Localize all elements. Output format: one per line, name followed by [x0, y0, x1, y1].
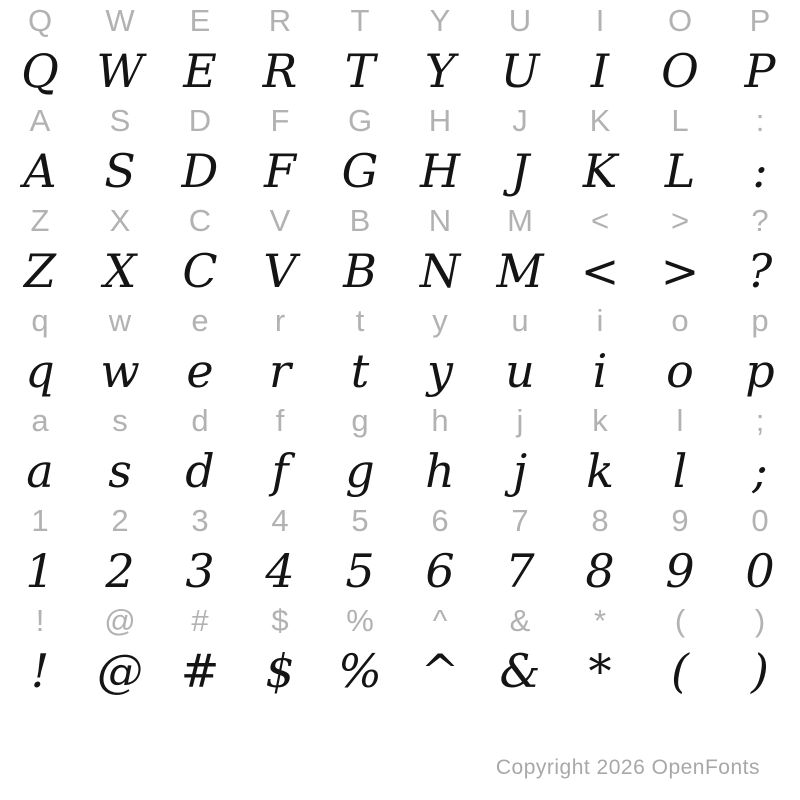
display-glyph: < — [580, 244, 620, 298]
reference-glyph: 0 — [751, 503, 769, 538]
display-row-symbols — [0, 642, 800, 700]
reference-glyph: u — [511, 303, 529, 338]
display-row-uppercase-home-row — [0, 142, 800, 200]
reference-glyph: I — [595, 3, 605, 38]
reference-row-uppercase-home-row — [0, 100, 800, 142]
reference-glyph: f — [275, 403, 285, 438]
reference-glyph: h — [431, 403, 449, 438]
reference-glyph: 3 — [191, 503, 209, 538]
reference-glyph: N — [428, 203, 452, 238]
display-glyph: h — [425, 444, 455, 498]
display-glyph: $ — [265, 644, 295, 698]
display-glyph: 5 — [345, 544, 375, 598]
reference-glyph: s — [112, 403, 128, 438]
reference-glyph: j — [516, 403, 524, 438]
display-glyph: D — [181, 144, 219, 198]
display-glyph: > — [660, 244, 700, 298]
reference-glyph: r — [274, 303, 286, 338]
reference-glyph: 9 — [671, 503, 689, 538]
reference-glyph: K — [589, 103, 611, 138]
display-glyph: ? — [747, 244, 773, 298]
display-glyph: s — [108, 444, 132, 498]
reference-row-symbols — [0, 600, 800, 642]
reference-glyph: < — [590, 203, 610, 238]
display-row-uppercase-qwerty — [0, 42, 800, 100]
glyph-row-pair-lowercase-home-row — [0, 400, 800, 500]
display-glyph: ; — [752, 444, 768, 498]
reference-glyph: ^ — [432, 603, 448, 638]
display-glyph: f — [271, 444, 289, 498]
reference-glyph: G — [347, 103, 373, 138]
display-glyph: 6 — [425, 544, 455, 598]
display-glyph: O — [661, 44, 699, 98]
reference-glyph: k — [592, 403, 608, 438]
reference-glyph: e — [191, 303, 209, 338]
reference-glyph: w — [108, 303, 132, 338]
reference-glyph: l — [676, 403, 684, 438]
reference-glyph: Z — [30, 203, 50, 238]
display-glyph: S — [104, 144, 136, 198]
display-glyph: H — [419, 144, 461, 198]
reference-glyph: A — [29, 103, 51, 138]
reference-row-lowercase-home-row — [0, 400, 800, 442]
display-glyph: E — [183, 44, 217, 98]
glyph-row-pair-digits — [0, 500, 800, 600]
reference-glyph: 7 — [511, 503, 529, 538]
reference-glyph: a — [31, 403, 49, 438]
display-glyph: p — [745, 344, 775, 398]
reference-glyph: W — [105, 3, 135, 38]
display-glyph: R — [262, 44, 298, 98]
display-row-uppercase-bottom — [0, 242, 800, 300]
display-glyph: W — [96, 44, 144, 98]
display-glyph: r — [269, 344, 291, 398]
display-glyph: j — [512, 444, 528, 498]
display-glyph: 7 — [505, 544, 535, 598]
reference-glyph: R — [268, 3, 292, 38]
display-glyph: Z — [24, 244, 56, 298]
reference-glyph: 1 — [31, 503, 49, 538]
display-glyph: ( — [671, 644, 689, 698]
reference-glyph: 2 — [111, 503, 129, 538]
reference-glyph: * — [593, 603, 607, 638]
display-glyph: ! — [30, 644, 50, 698]
display-glyph: Q — [21, 44, 59, 98]
reference-glyph: J — [512, 103, 528, 138]
display-glyph: * — [588, 644, 612, 698]
display-glyph: o — [666, 344, 694, 398]
display-glyph: ) — [751, 644, 769, 698]
glyph-row-pair-uppercase-home-row — [0, 100, 800, 200]
reference-glyph: 8 — [591, 503, 609, 538]
display-row-lowercase-home-row — [0, 442, 800, 500]
reference-row-uppercase-bottom — [0, 200, 800, 242]
reference-glyph: 5 — [351, 503, 369, 538]
display-glyph: U — [500, 44, 540, 98]
display-glyph: F — [264, 144, 296, 198]
display-glyph: 0 — [745, 544, 775, 598]
reference-glyph: E — [189, 3, 211, 38]
reference-glyph: i — [596, 303, 604, 338]
display-glyph: e — [186, 344, 214, 398]
reference-glyph: p — [751, 303, 769, 338]
reference-glyph: H — [428, 103, 452, 138]
display-glyph: % — [338, 644, 382, 698]
reference-glyph: S — [109, 103, 131, 138]
display-glyph: 9 — [665, 544, 695, 598]
display-glyph: d — [185, 444, 215, 498]
display-glyph: C — [182, 244, 218, 298]
reference-glyph: M — [507, 203, 533, 238]
display-glyph: y — [427, 344, 453, 398]
reference-glyph: Q — [27, 3, 53, 38]
reference-glyph: C — [188, 203, 212, 238]
display-glyph: I — [590, 44, 610, 98]
reference-glyph: ! — [35, 603, 45, 638]
display-glyph: w — [100, 344, 140, 398]
reference-glyph: V — [269, 203, 291, 238]
reference-glyph: > — [670, 203, 690, 238]
reference-glyph: Y — [429, 3, 451, 38]
reference-row-lowercase-qwerty — [0, 300, 800, 342]
display-glyph: M — [496, 244, 544, 298]
reference-glyph: @ — [104, 603, 136, 638]
display-glyph: t — [350, 344, 370, 398]
reference-glyph: $ — [271, 603, 289, 638]
glyph-row-pair-uppercase-bottom — [0, 200, 800, 300]
reference-row-digits — [0, 500, 800, 542]
display-glyph: B — [343, 244, 377, 298]
display-row-digits — [0, 542, 800, 600]
reference-glyph: L — [671, 103, 689, 138]
display-glyph: a — [26, 444, 54, 498]
display-glyph: g — [345, 444, 375, 498]
display-glyph: 4 — [265, 544, 295, 598]
display-glyph: L — [664, 144, 696, 198]
display-glyph: V — [263, 244, 297, 298]
display-glyph: @ — [97, 644, 143, 698]
reference-glyph: 6 — [431, 503, 449, 538]
display-glyph: Y — [424, 44, 456, 98]
reference-glyph: % — [346, 603, 374, 638]
reference-glyph: ( — [674, 603, 686, 638]
reference-glyph: y — [432, 303, 448, 338]
display-glyph: k — [586, 444, 614, 498]
display-glyph: P — [744, 44, 776, 98]
display-glyph: J — [510, 144, 530, 198]
display-glyph: T — [344, 44, 376, 98]
reference-glyph: ? — [751, 203, 769, 238]
copyright-watermark: Copyright 2026 OpenFonts — [495, 756, 760, 779]
reference-glyph: P — [749, 3, 771, 38]
reference-glyph: : — [755, 103, 765, 138]
display-glyph: q — [25, 344, 55, 398]
reference-glyph: g — [351, 403, 369, 438]
display-glyph: 3 — [185, 544, 215, 598]
display-glyph: & — [499, 644, 541, 698]
reference-glyph: t — [355, 303, 365, 338]
display-glyph: # — [180, 644, 220, 698]
reference-glyph: d — [191, 403, 209, 438]
reference-glyph: O — [667, 3, 693, 38]
display-glyph: X — [103, 244, 137, 298]
reference-glyph: ; — [755, 403, 765, 438]
glyph-row-pair-uppercase-qwerty — [0, 0, 800, 100]
display-glyph: A — [23, 144, 57, 198]
reference-glyph: 4 — [271, 503, 289, 538]
reference-glyph: q — [31, 303, 49, 338]
glyph-row-pair-lowercase-qwerty — [0, 300, 800, 400]
display-glyph: l — [672, 444, 688, 498]
reference-glyph: X — [109, 203, 131, 238]
reference-glyph: ) — [754, 603, 766, 638]
display-glyph: 2 — [105, 544, 135, 598]
reference-glyph: U — [508, 3, 532, 38]
display-glyph: u — [505, 344, 535, 398]
display-glyph: K — [582, 144, 618, 198]
reference-glyph: B — [349, 203, 371, 238]
display-row-lowercase-qwerty — [0, 342, 800, 400]
reference-glyph: & — [509, 603, 531, 638]
display-glyph: ^ — [420, 644, 460, 698]
reference-row-uppercase-qwerty — [0, 0, 800, 42]
display-glyph: 1 — [25, 544, 55, 598]
reference-glyph: o — [671, 303, 689, 338]
reference-glyph: F — [270, 103, 290, 138]
glyph-row-pair-symbols — [0, 600, 800, 700]
display-glyph: N — [419, 244, 461, 298]
reference-glyph: D — [188, 103, 212, 138]
display-glyph: i — [592, 344, 608, 398]
reference-glyph: # — [191, 603, 209, 638]
display-glyph: G — [341, 144, 379, 198]
reference-glyph: T — [350, 3, 370, 38]
display-glyph: 8 — [585, 544, 615, 598]
display-glyph: : — [752, 144, 768, 198]
